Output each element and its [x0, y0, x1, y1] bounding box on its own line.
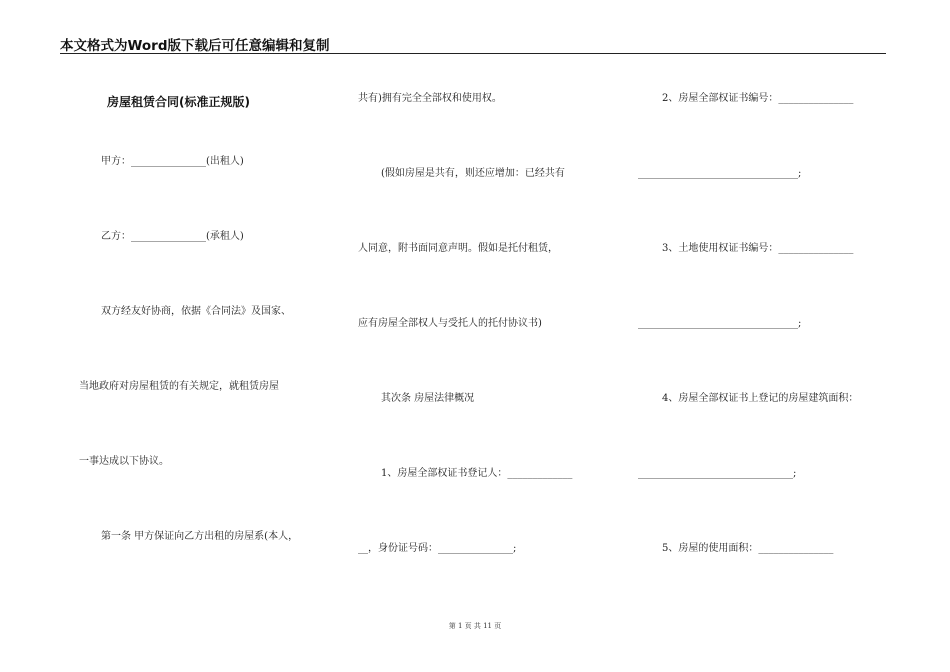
header-title: 本文格式为Word版下载后可任意编辑和复制	[60, 38, 330, 54]
blank-fill-line: _______________________________;	[638, 468, 797, 479]
paragraph-line: 第一条 甲方保证向乙方出租的房屋系(本人，	[101, 531, 299, 542]
paragraph-line: (假如房屋是共有，则还应增加：已经共有	[381, 168, 565, 179]
paragraph-line: 应有房屋全部权人与受托人的托付协议书)	[358, 318, 542, 329]
paragraph-line: 5、房屋的使用面积：_______________	[662, 543, 834, 554]
paragraph-line: 当地政府对房屋租赁的有关规定，就租赁房屋	[79, 381, 279, 392]
page-number: 第 1 页 共 11 页	[448, 622, 502, 630]
blank-fill-line: ________________________________;	[638, 318, 802, 329]
party-a-line: 甲方：_______________(出租人)	[101, 156, 244, 167]
paragraph-line: 共有)拥有完全全部权和使用权。	[358, 93, 502, 104]
paragraph-line: 3、土地使用权证书编号：_______________	[662, 243, 854, 254]
party-b-line: 乙方：_______________(承租人)	[101, 231, 244, 242]
paragraph-line: 人同意，附书面同意声明。假如是托付租赁，	[358, 243, 558, 254]
paragraph-line: __，身份证号码：_______________;	[358, 543, 517, 554]
paragraph-line: 双方经友好协商，依据《合同法》及国家、	[101, 306, 291, 317]
page-header	[60, 34, 886, 54]
paragraph-line: 4、房屋全部权证书上登记的房屋建筑面积：	[662, 393, 859, 404]
paragraph-line: 2、房屋全部权证书编号：_______________	[662, 93, 854, 104]
blank-fill-line: ________________________________;	[638, 168, 802, 179]
paragraph-line: 1、房屋全部权证书登记人：_____________	[381, 468, 573, 479]
section-heading: 其次条 房屋法律概况	[381, 393, 475, 404]
paragraph-line: 一事达成以下协议。	[79, 456, 169, 467]
document-title: 房屋租赁合同(标准正规版)	[107, 95, 250, 109]
